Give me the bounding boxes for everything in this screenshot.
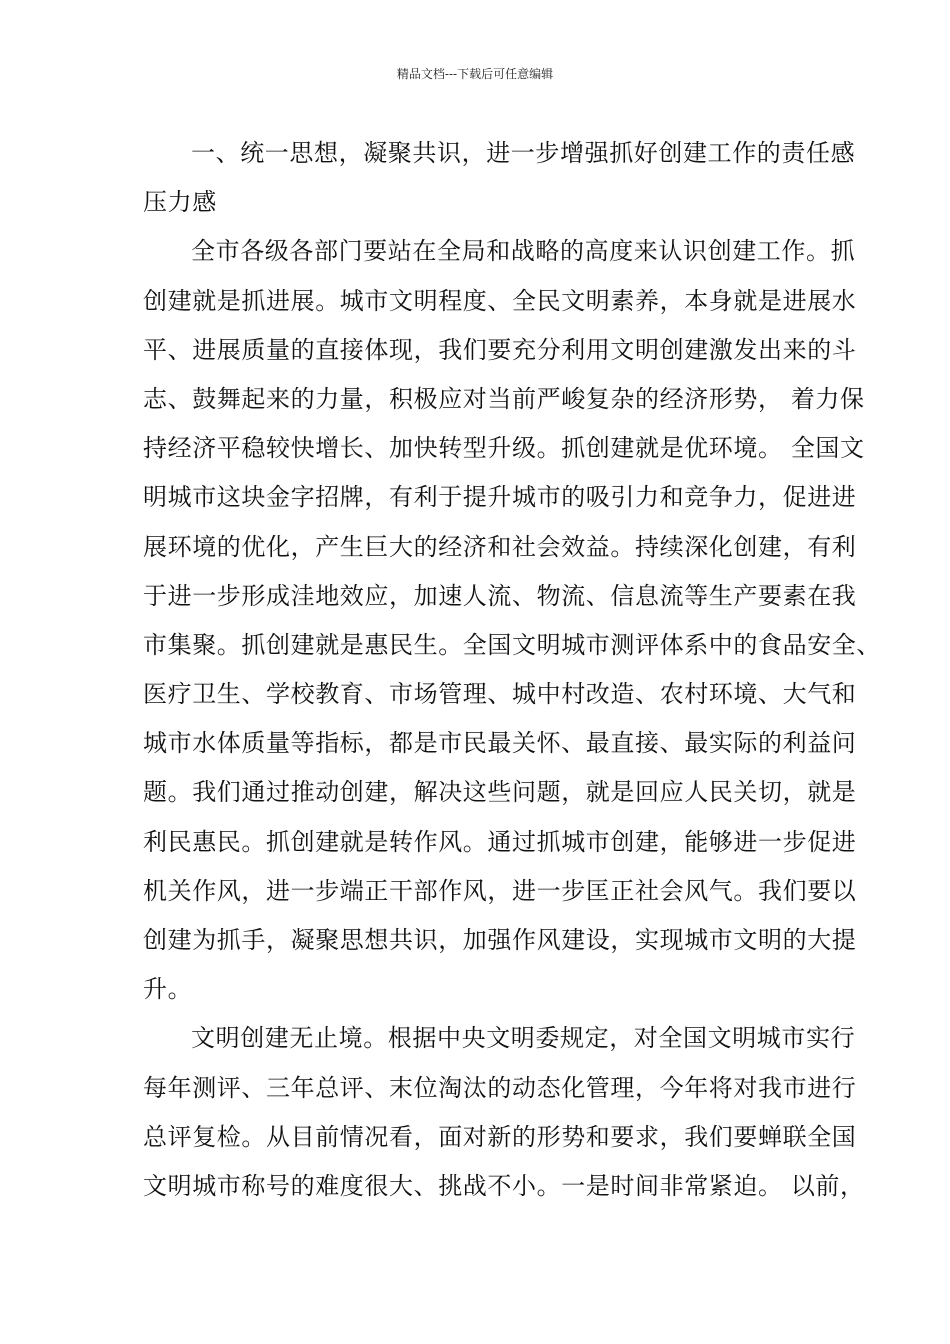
text-line: 利民惠民。抓创建就是转作风。通过抓城市创建，能够进一步促进 <box>143 827 857 856</box>
text-line: 明城市这块金字招牌，有利于提升城市的吸引力和竞争力，促进进 <box>143 483 857 512</box>
text-line: 平、进展质量的直接体现，我们要充分利用文明创建激发出来的斗 <box>143 335 857 364</box>
text-line: 持经济平稳较快增长、加快转型升级。抓创建就是优环境。 全国文 <box>143 434 865 463</box>
text-line: 压力感 <box>143 188 217 217</box>
text-line: 全市各级各部门要站在全局和战略的高度来认识创建工作。抓 <box>191 237 856 266</box>
text-line: 展环境的优化，产生巨大的经济和社会效益。持续深化创建，有利 <box>143 532 857 561</box>
text-line: 于进一步形成洼地效应，加速人流、物流、信息流等生产要素在我 <box>143 581 857 610</box>
text-line: 创建为抓手，凝聚思想共识，加强作风建设，实现城市文明的大提 <box>143 926 857 954</box>
text-line: 志、鼓舞起来的力量，积极应对当前严峻复杂的经济形势， 着力保 <box>143 384 865 413</box>
text-line: 总评复检。从目前情况看，面对新的形势和要求，我们要蝉联全国 <box>143 1122 857 1151</box>
paragraph-heading <box>143 129 856 227</box>
text-line: 医疗卫生、学校教育、市场管理、城中村改造、农村环境、大气和 <box>143 680 857 709</box>
page-header: 精品文档---下载后可任意编辑 <box>396 67 554 81</box>
text-line: 升。 <box>143 975 193 1004</box>
paragraph <box>143 1014 865 1211</box>
text-line: 机关作风，进一步端正干部作风，进一步匡正社会风气。我们要以 <box>143 876 857 905</box>
text-line: 创建就是抓进展。城市文明程度、全民文明素养，本身就是进展水 <box>143 286 857 315</box>
paragraph <box>143 227 881 1014</box>
document-body <box>143 129 881 1211</box>
text-line: 城市水体质量等指标，都是市民最关怀、最直接、最实际的利益问 <box>143 729 857 758</box>
text-line: 一、统一思想，凝聚共识，进一步增强抓好创建工作的责任感 <box>191 139 856 167</box>
text-line: 文明城市称号的难度很大、挑战不小。一是时间非常紧迫。 以前， <box>143 1171 865 1200</box>
text-line: 市集聚。抓创建就是惠民生。全国文明城市测评体系中的食品安全、 <box>143 630 881 659</box>
text-line: 文明创建无止境。根据中央文明委规定，对全国文明城市实行 <box>191 1024 856 1053</box>
text-line: 题。我们通过推动创建，解决这些问题，就是回应人民关切，就是 <box>143 778 857 807</box>
text-line: 每年测评、三年总评、末位淘汰的动态化管理，今年将对我市进行 <box>143 1073 857 1102</box>
